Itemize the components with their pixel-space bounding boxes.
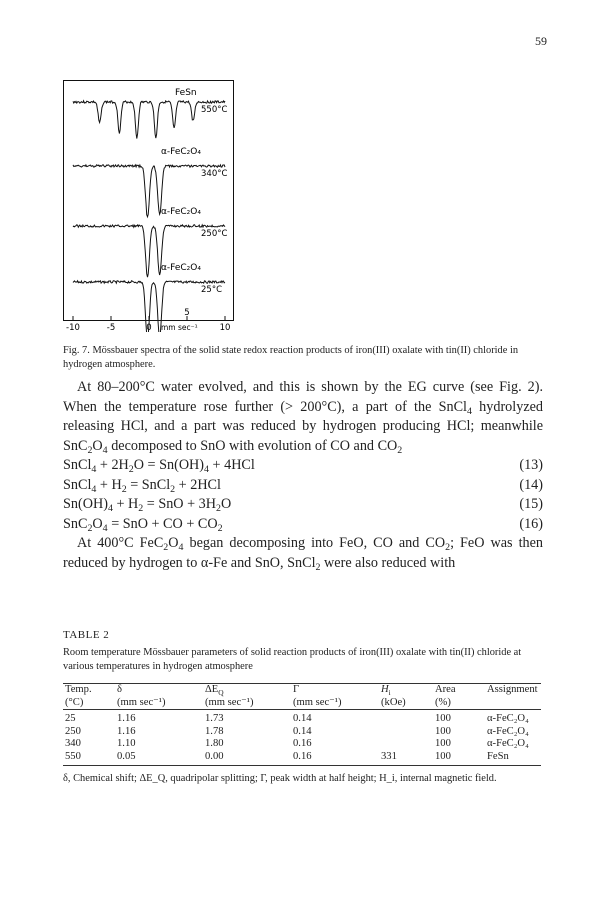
figure-caption: Fig. 7. Mössbauer spectra of the solid state redox reaction products of iron(III) oxalate with tin(II) chloride in hydrogen atmosphere. xyxy=(63,345,519,370)
header-temp: Temp. xyxy=(65,684,92,695)
x-tick-label: 5 xyxy=(184,308,190,318)
table-caption: Room temperature Mössbauer parameters of solid reaction products of iron(III) oxalate with tin(II) chloride at various temperatures in hydrogen atmosphere xyxy=(63,647,522,672)
table-row: 25 1.16 1.73 0.14 100 α-FeC₂O₄ xyxy=(65,713,529,724)
table-title: TABLE 2 xyxy=(63,629,110,641)
mossbauer-spectra-plot xyxy=(63,80,303,332)
table-header-row-1 xyxy=(63,684,541,697)
table-row: 340 1.10 1.80 0.16 100 α-FeC₂O₄ xyxy=(65,738,529,749)
table-row: 250 1.16 1.78 0.14 100 α-FeC₂O₄ xyxy=(65,725,529,737)
equation-15: $Sn(OH)_4 + H_2$ = SnO + $3H_2O$ (15) xyxy=(63,496,543,514)
body-text xyxy=(63,378,543,573)
table-footnote: δ, Chemical shift; ΔE_Q, quadripolar splitting; Γ, peak width at half height; H_i, internal magnetic field. xyxy=(63,773,497,784)
spectrum-label-2: α-FeC₂O₄ xyxy=(161,207,201,217)
x-tick-label: 0 xyxy=(146,323,152,332)
table-header-row-2: (°C) (mm sec⁻¹) (mm sec⁻¹) (mm sec⁻¹) (kOe) (%) xyxy=(65,696,451,708)
header-area: Area xyxy=(435,684,456,695)
x-tick-label: -5 xyxy=(106,323,116,332)
spectrum-label-0: FeSn xyxy=(175,88,197,98)
spectrum-temp-2: 250°C xyxy=(201,229,228,239)
x-tick-label: -10 xyxy=(66,323,80,332)
x-axis-unit: mm sec⁻¹ xyxy=(161,323,198,332)
spectrum-temp-3: 25°C xyxy=(201,285,223,295)
page-number: 59 xyxy=(535,34,547,48)
header-gamma: Γ xyxy=(293,684,300,695)
mossbauer-parameters-table xyxy=(63,683,541,766)
mossbauer-figure xyxy=(63,80,303,332)
paragraph-2: At 400°C $FeC_2O_4$ began decomposing into FeO, CO and $CO_2$; FeO was then reduced by hydrogen to α-Fe and SnO, SnCl$_2$ were also reduced with xyxy=(63,535,543,573)
header-assignment: Assignment xyxy=(487,684,538,695)
header-hi: $H_i$ xyxy=(381,684,391,697)
x-tick-label: 10 xyxy=(219,323,231,332)
header-deltaeq: $\Delta E_Q$ xyxy=(205,684,224,697)
table-row: 550 0.05 0.00 0.16 331 100 FeSn xyxy=(65,750,509,762)
equation-13: SnCl$_4$ + $2H_2O = Sn(OH)_4 + 4HCl$ (13) xyxy=(63,457,543,475)
spectrum-label-3: α-FeC₂O₄ xyxy=(161,263,201,273)
header-delta: δ xyxy=(117,684,122,695)
equation-16: $SnC_2O_4$ = SnO + CO + $CO_2$ (16) xyxy=(63,515,543,534)
paragraph-1: At 80–200°C water evolved, and this is shown by the EG curve (see Fig. 2). When the temperature rose further (> 200°C), a part of the SnCl$_4$ hydrolyzed releasing HCl, and a part was reduced by hydrogen producing HCl; meanwhile $SnC_2O_4$ decomposed to SnO with evolution of CO and $CO_2$ xyxy=(63,379,544,456)
equation-14: SnCl$_4$ + $H_2$ = SnCl$_2$ + 2HCl (14) xyxy=(63,476,543,495)
spectrum-label-1: α-FeC₂O₄ xyxy=(161,147,201,157)
spectrum-temp-0: 550°C xyxy=(201,105,228,115)
spectrum-temp-1: 340°C xyxy=(201,169,228,179)
